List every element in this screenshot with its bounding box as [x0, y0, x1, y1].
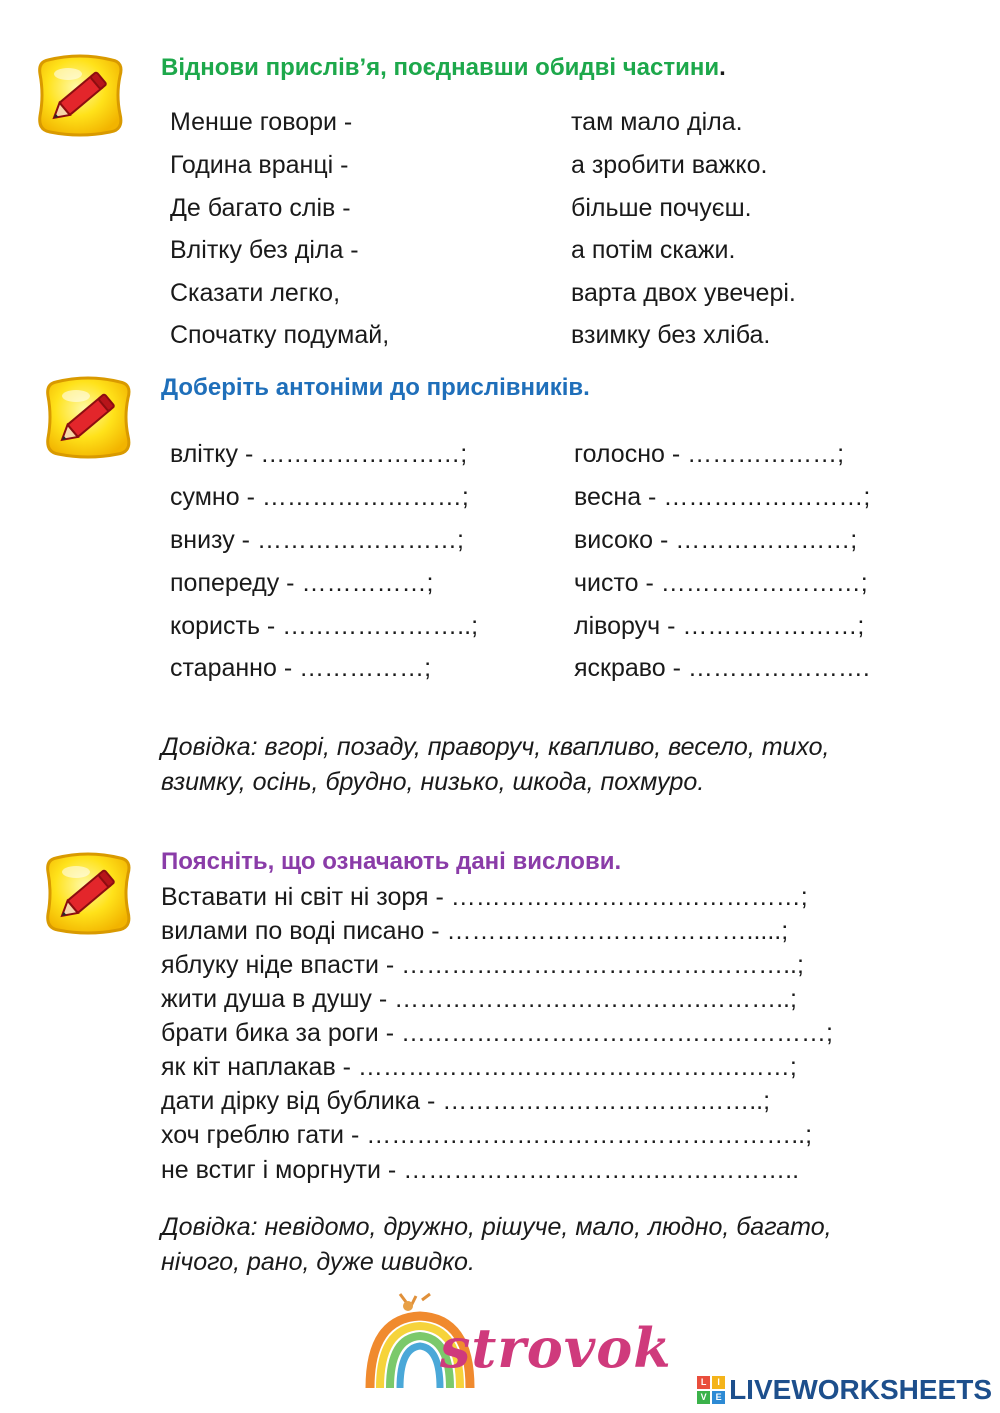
antonym-item-2[interactable]: сумно - ……………………;: [170, 483, 469, 511]
antonym-item-4[interactable]: попереду - ……………;: [170, 569, 434, 597]
proverb-end-5[interactable]: варта двох увечері.: [571, 279, 796, 307]
antonym-item-1[interactable]: влітку - ……………………;: [170, 440, 468, 468]
antonym-item-12[interactable]: яскраво - ………………….: [574, 654, 870, 682]
antonym-item-10[interactable]: чисто - ……………………;: [574, 569, 868, 597]
proverb-start-5[interactable]: Сказати легко,: [170, 279, 341, 307]
pencil-icon: [42, 372, 134, 462]
section3-title: Поясніть, що означають дані вислови.: [161, 848, 622, 875]
section1-title: Віднови прислів’я, поєднавши обидві частини.: [161, 54, 726, 81]
antonym-item-8[interactable]: весна - ……………………;: [574, 483, 871, 511]
proverb-start-2[interactable]: Година вранці -: [170, 151, 349, 179]
help-note-expressions: [161, 1210, 832, 1280]
antonym-item-3[interactable]: внизу - ……………………;: [170, 526, 464, 554]
liveworksheets-watermark: [697, 1375, 992, 1405]
antonym-item-9[interactable]: високо - …………………;: [574, 526, 858, 554]
antonym-item-6[interactable]: старанно - ……………;: [170, 654, 432, 682]
help-note-antonyms: [161, 730, 830, 800]
help-line: нічого, рано, дуже швидко.: [161, 1248, 475, 1276]
help-line: Довідка: вгорі, позаду, праворуч, квапливо, весело, тихо,: [161, 733, 830, 761]
proverb-start-6[interactable]: Спочатку подумай,: [170, 321, 390, 349]
expression-line-3[interactable]: яблуку ніде впасти - ………….……………………………..;: [161, 951, 804, 979]
pencil-icon: [42, 848, 134, 938]
expression-line-7[interactable]: дати дірку від бублика - ………………………….……..;: [161, 1087, 771, 1115]
expression-line-8[interactable]: хоч греблю гати - ……………………………………………..;: [161, 1121, 813, 1149]
antonym-item-5[interactable]: користь - …………………..;: [170, 612, 479, 640]
proverb-end-2[interactable]: а зробити важко.: [571, 151, 768, 179]
expression-line-4[interactable]: жити душа в душу - ……………………………….………..;: [161, 985, 797, 1013]
antonym-item-11[interactable]: ліворуч - …………………;: [574, 612, 865, 640]
expression-line-1[interactable]: Вставати ні світ ні зоря - ……………………………………;: [161, 883, 808, 911]
expression-line-6[interactable]: як кіт наплакав - ……………………………………….……;: [161, 1053, 797, 1081]
liveworksheets-text: LIVEWORKSHEETS: [729, 1374, 992, 1405]
help-line: Довідка: невідомо, дружно, рішуче, мало, людно, багато,: [161, 1213, 832, 1241]
antonym-item-7[interactable]: голосно - ………………;: [574, 440, 845, 468]
proverb-start-3[interactable]: Де багато слів -: [170, 194, 351, 222]
logo-text: strovok: [440, 1316, 672, 1380]
expression-line-2[interactable]: вилами по воді писано - ……………………………….....;: [161, 917, 789, 945]
proverb-end-6[interactable]: взимку без хліба.: [571, 321, 771, 349]
ostrovok-logo: [360, 1288, 720, 1398]
proverb-end-3[interactable]: більше почуєш.: [571, 194, 752, 222]
proverb-start-1[interactable]: Менше говори -: [170, 108, 353, 136]
pencil-icon: [34, 50, 126, 140]
expression-line-5[interactable]: брати бика за роги - ……………………………………………;: [161, 1019, 833, 1047]
proverb-end-4[interactable]: а потім скажи.: [571, 236, 736, 264]
expression-line-9[interactable]: не встиг і моргнути - ………………………….……………..: [161, 1156, 800, 1184]
help-line: взимку, осінь, брудно, низько, шкода, похмуро.: [161, 768, 705, 796]
section2-title: Доберіть антоніми до прислівників.: [161, 374, 590, 401]
liveworksheets-icon: L I V E: [697, 1376, 725, 1404]
proverb-end-1[interactable]: там мало діла.: [571, 108, 743, 136]
proverb-start-4[interactable]: Влітку без діла -: [170, 236, 359, 264]
